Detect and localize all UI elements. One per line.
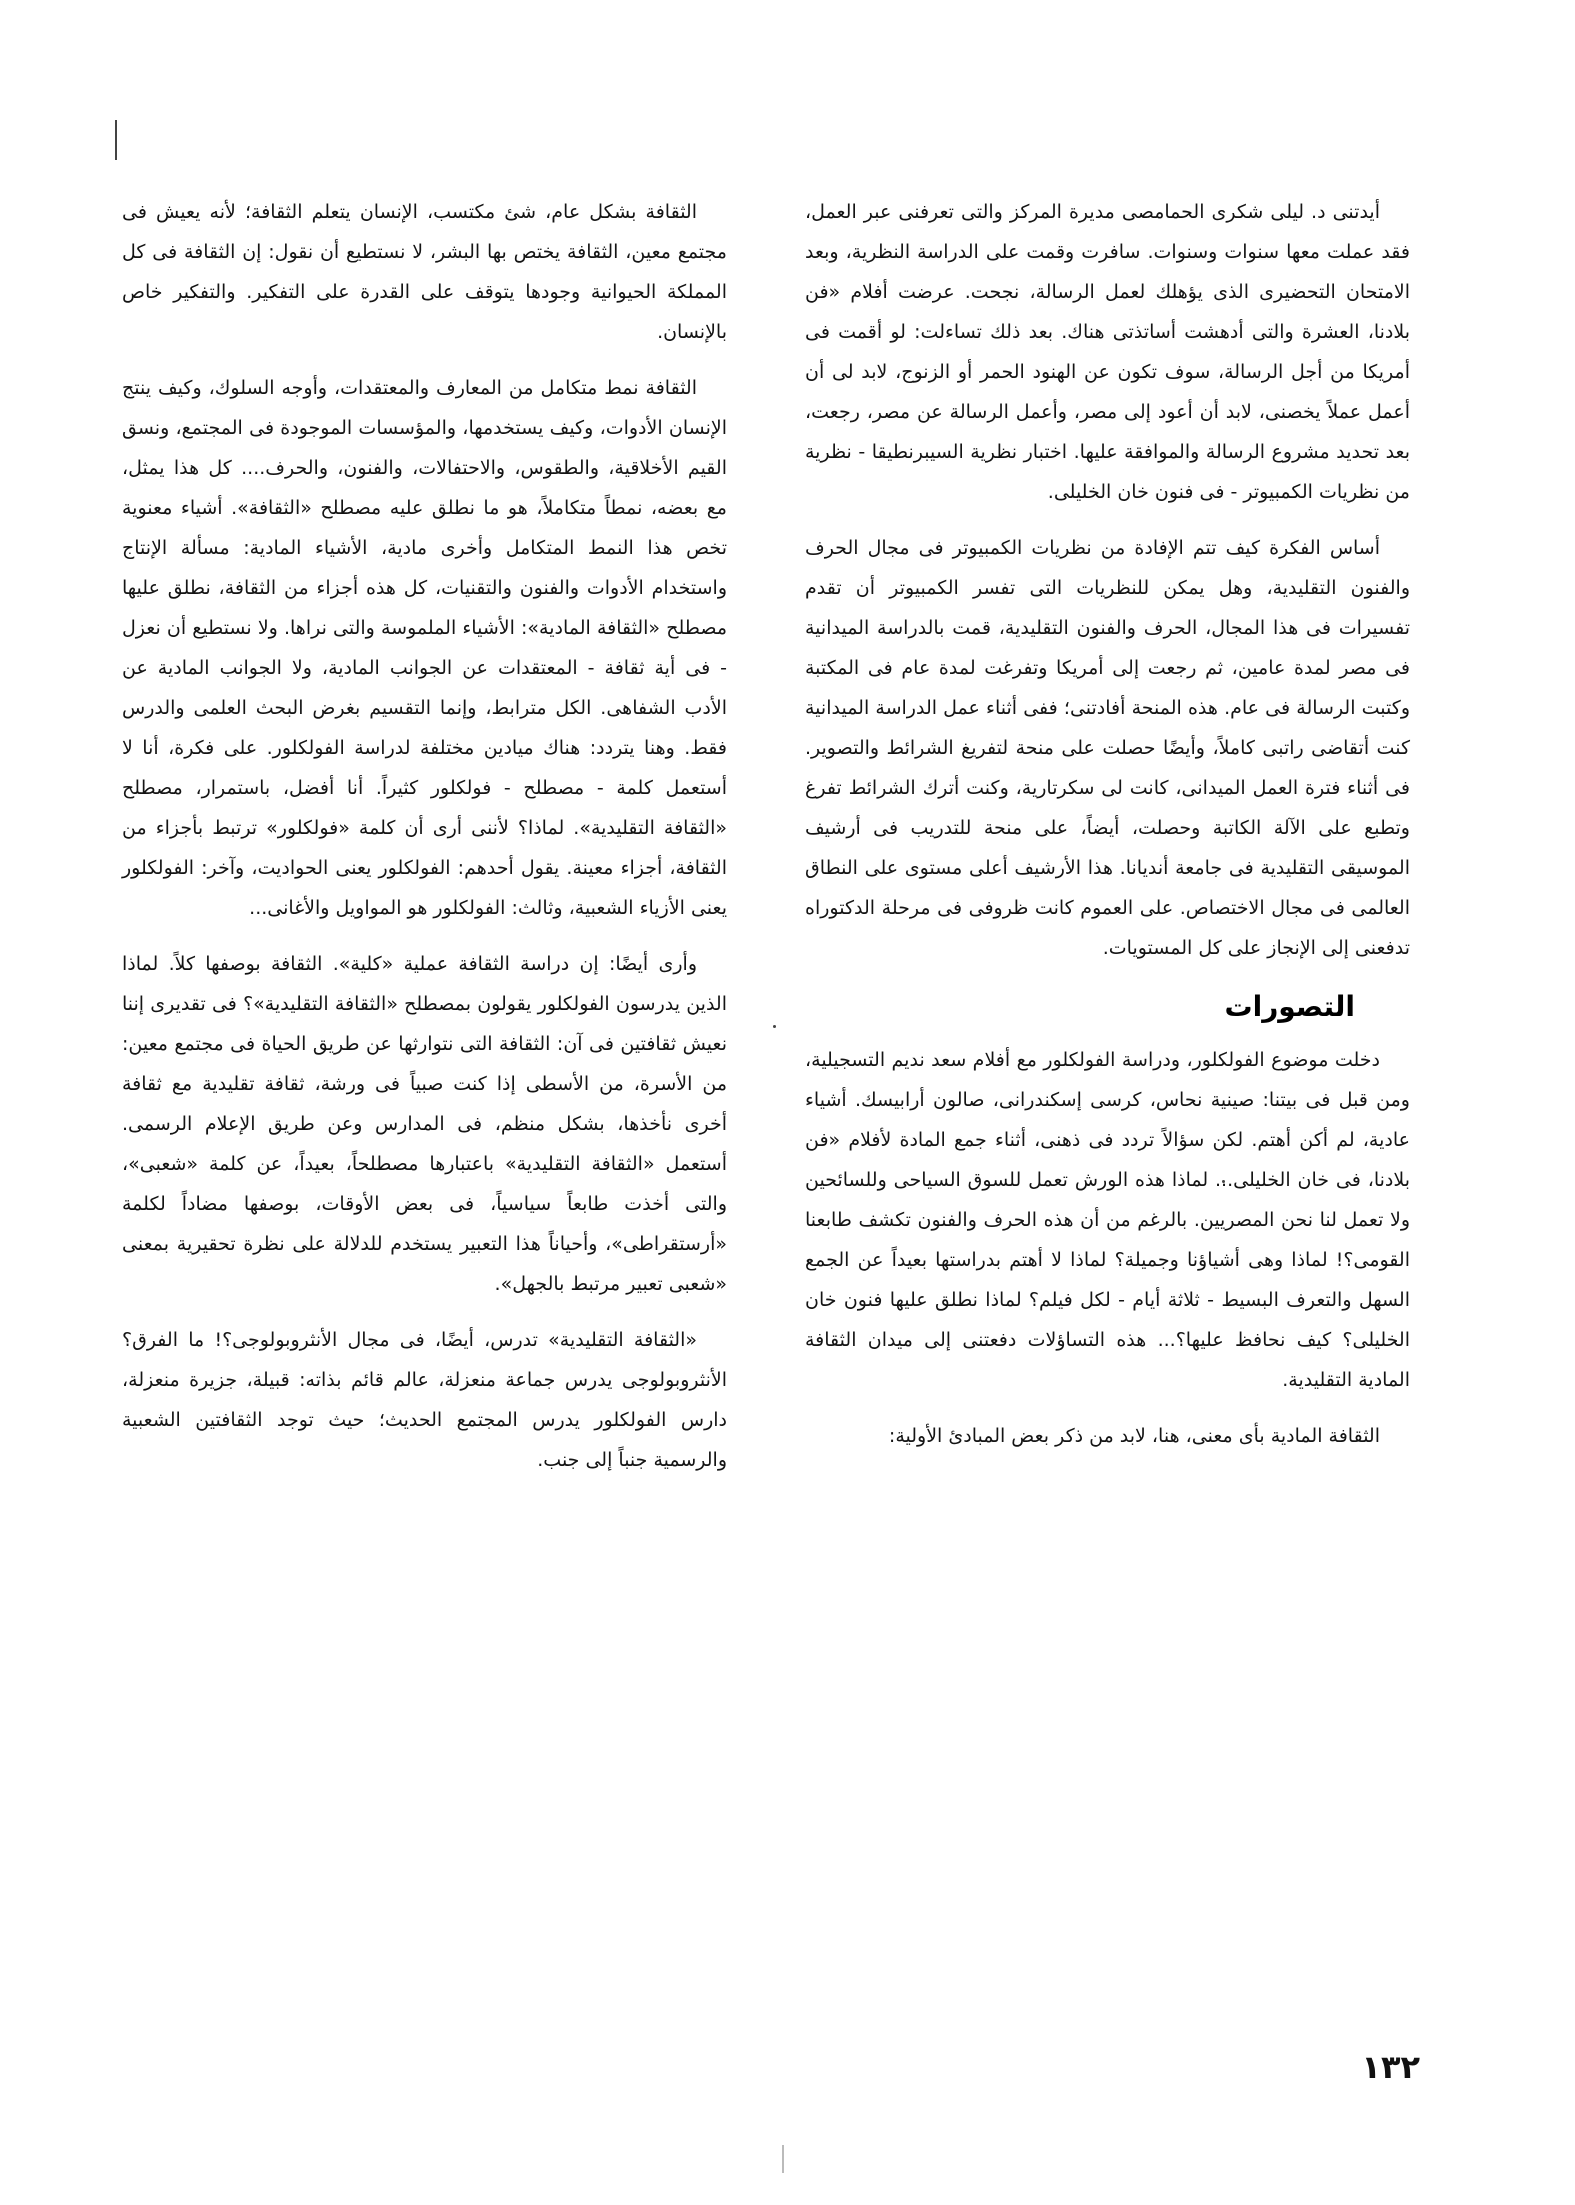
paragraph: «الثقافة التقليدية» تدرس، أيضًا، فى مجال الأنثروبولوجى؟! ما الفرق؟ الأنثروبولوجى يدرس جماعة منعزلة، عالم قائم بذاته: قبيلة، جزيرة منعزلة، دارس الفولكلور يدرس المجتمع الحديث؛ حيث توجد الثقافتين الشعبية والرسمية جنباً إلى جنب. xyxy=(122,1329,727,1471)
paragraph: الثقافة نمط متكامل من المعارف والمعتقدات، وأوجه السلوك، وكيف ينتج الإنسان الأدوات، وكيف يستخدمها، والمؤسسات الموجودة فى المجتمع، ونسق القيم الأخلاقية، والطقوس، والاحتفالات، والفنون، والحرف.... كل هذا يمثل، مع بعضه، نمطاً متكاملاً، هو ما نطلق عليه مصطلح «الثقافة». أشياء معنوية تخص هذا النمط المتكامل وأخرى مادية، الأشياء المادية: مسألة الإنتاج واستخدام الأدوات والفنون والتقنيات، كل هذه أجزاء من الثقافة، نطلق عليها مصطلح «الثقافة المادية»: الأشياء الملموسة والتى نراها. ولا نستطيع أن نعزل - فى أية ثقافة - المعتقدات عن الجوانب المادية، ولا الجوانب المادية عن الأدب الشفاهى. الكل مترابط، وإنما التقسيم بغرض البحث العلمى والدرس فقط. وهنا يتردد: هناك ميادين مختلفة لدراسة الفولكلور. على فكرة، أنا لا أستعمل كلمة - مصطلح - فولكلور كثيراً. أنا أفضل، باستمرار، مصطلح «الثقافة التقليدية». لماذا؟ لأننى أرى أن كلمة «فولكلور» ترتبط بأجزاء من الثقافة، أجزاء معينة. يقول أحدهم: الفولكلور يعنى الحواديت، وآخر: الفولكلور يعنى الأزياء الشعبية، وثالث: الفولكلور هو المواويل والأغانى... xyxy=(122,377,727,919)
paragraph: أيدتنى د. ليلى شكرى الحمامصى مديرة المركز والتى تعرفنى عبر العمل، فقد عملت معها سنوات وسنوات. سافرت وقمت على الدراسة النظرية، وبعد الامتحان التحضيرى الذى يؤهلك لعمل الرسالة، نجحت. عرضت أفلام «فن بلادنا، العشرة والتى أدهشت أساتذتى هناك. بعد ذلك تساءلت: لو أقمت فى أمريكا من أجل الرسالة، سوف تكون عن الهنود الحمر أو الزنوج، لابد لى أن أعمل عملاً يخصنى، لابد أن أعود إلى مصر، وأعمل الرسالة عن مصر، رجعت، بعد تحديد مشروع الرسالة والموافقة عليها. اختبار نظرية السيبرنطيقا - نظرية من نظريات الكمبيوتر - فى فنون خان الخليلى. xyxy=(805,201,1410,503)
paragraph: الثقافة بشكل عام، شئ مكتسب، الإنسان يتعلم الثقافة؛ لأنه يعيش فى مجتمع معين، الثقافة يختص بها البشر، لا نستطيع أن نقول: إن الثقافة فى كل المملكة الحيوانية وجودها يتوقف على القدرة على التفكير. والتفكير خاص بالإنسان. xyxy=(122,201,727,343)
scan-artifact-dot xyxy=(773,1025,776,1028)
page-number: ١٣٢ xyxy=(1361,2048,1420,2086)
left-text-column xyxy=(122,192,727,1496)
paragraph: وأرى أيضًا: إن دراسة الثقافة عملية «كلية». الثقافة بوصفها كلاً. لماذا الذين يدرسون الفولكلور يقولون بمصطلح «الثقافة التقليدية»؟ فى تقديرى إننا نعيش ثقافتين فى آن: الثقافة التى نتوارثها عن طريق الحياة فى مجتمع معين: من الأسرة، من الأسطى إذا كنت صبياً فى ورشة، ثقافة تقليدية مع ثقافة أخرى نأخذها، بشكل منظم، فى المدارس وعن طريق الإعلام الرسمى. أستعمل «الثقافة التقليدية» باعتبارها مصطلحاً، بعيداً، عن كلمة «شعبى»، والتى أخذت طابعاً سياسياً، فى بعض الأوقات، بوصفها مضاداً لكلمة «أرستقراطى»، وأحياناً هذا التعبير يستخدم للدلالة على نظرة تحقيرية بمعنى «شعبى تعبير مرتبط بالجهل». xyxy=(122,953,727,1295)
scan-artifact-mark xyxy=(782,2145,784,2173)
paragraph: دخلت موضوع الفولكلور، ودراسة الفولكلور مع أفلام سعد نديم التسجيلية، ومن قبل فى بيتنا: صينية نحاس، كرسى إسكندرانى، صالون أرابيسك. أشياء عادية، لم أكن أهتم. لكن سؤالاً تردد فى ذهنى، أثناء جمع المادة لأفلام «فن بلادنا، فى خان الخليلى... لماذا هذه الورش تعمل للسوق السياحى وللسائحين ولا تعمل لنا نحن المصريين. بالرغم من أن هذه الحرف والفنون تكشف طابعنا القومى؟! لماذا وهى أشياؤنا وجميلة؟ لماذا لا أهتم بدراستها بعيداً عن الجمع السهل والتعرف البسيط - ثلاثة أيام - لكل فيلم؟ لماذا نطلق عليها فنون خان الخليلى؟ كيف نحافظ عليها؟... هذه التساؤلات دفعتنى إلى ميدان الثقافة المادية التقليدية. xyxy=(805,1049,1410,1391)
scan-artifact-mark xyxy=(115,120,117,160)
section-heading: التصورات xyxy=(1224,990,1355,1023)
paragraph: الثقافة المادية بأى معنى، هنا، لابد من ذكر بعض المبادئ الأولية: xyxy=(888,1425,1380,1447)
right-text-column xyxy=(805,192,1410,1472)
paragraph: أساس الفكرة كيف تتم الإفادة من نظريات الكمبيوتر فى مجال الحرف والفنون التقليدية، وهل يمكن للنظريات التى تفسر الكمبيوتر أن تقدم تفسيرات فى هذا المجال، الحرف والفنون التقليدية، قمت بالدراسة الميدانية فى مصر لمدة عامين، ثم رجعت إلى أمريكا وتفرغت لمدة عام فى المكتبة وكتبت الرسالة فى عام. هذه المنحة أفادتنى؛ ففى أثناء عمل الدراسة الميدانية كنت أتقاضى راتبى كاملاً، وأيضًا حصلت على منحة لتفريغ الشرائط والتصوير. فى أثناء فترة العمل الميدانى، كانت لى سكرتارية، وكنت أترك الشرائط تفرغ وتطبع على الآلة الكاتبة وحصلت، أيضاً، على منحة للتدريب فى أرشيف الموسيقى التقليدية فى جامعة أنديانا. هذا الأرشيف أعلى مستوى على النطاق العالمى فى مجال الاختصاص. على العموم كانت ظروفى فى مرحلة الدكتوراه تدفعنى إلى الإنجاز على كل المستويات. xyxy=(805,537,1410,959)
